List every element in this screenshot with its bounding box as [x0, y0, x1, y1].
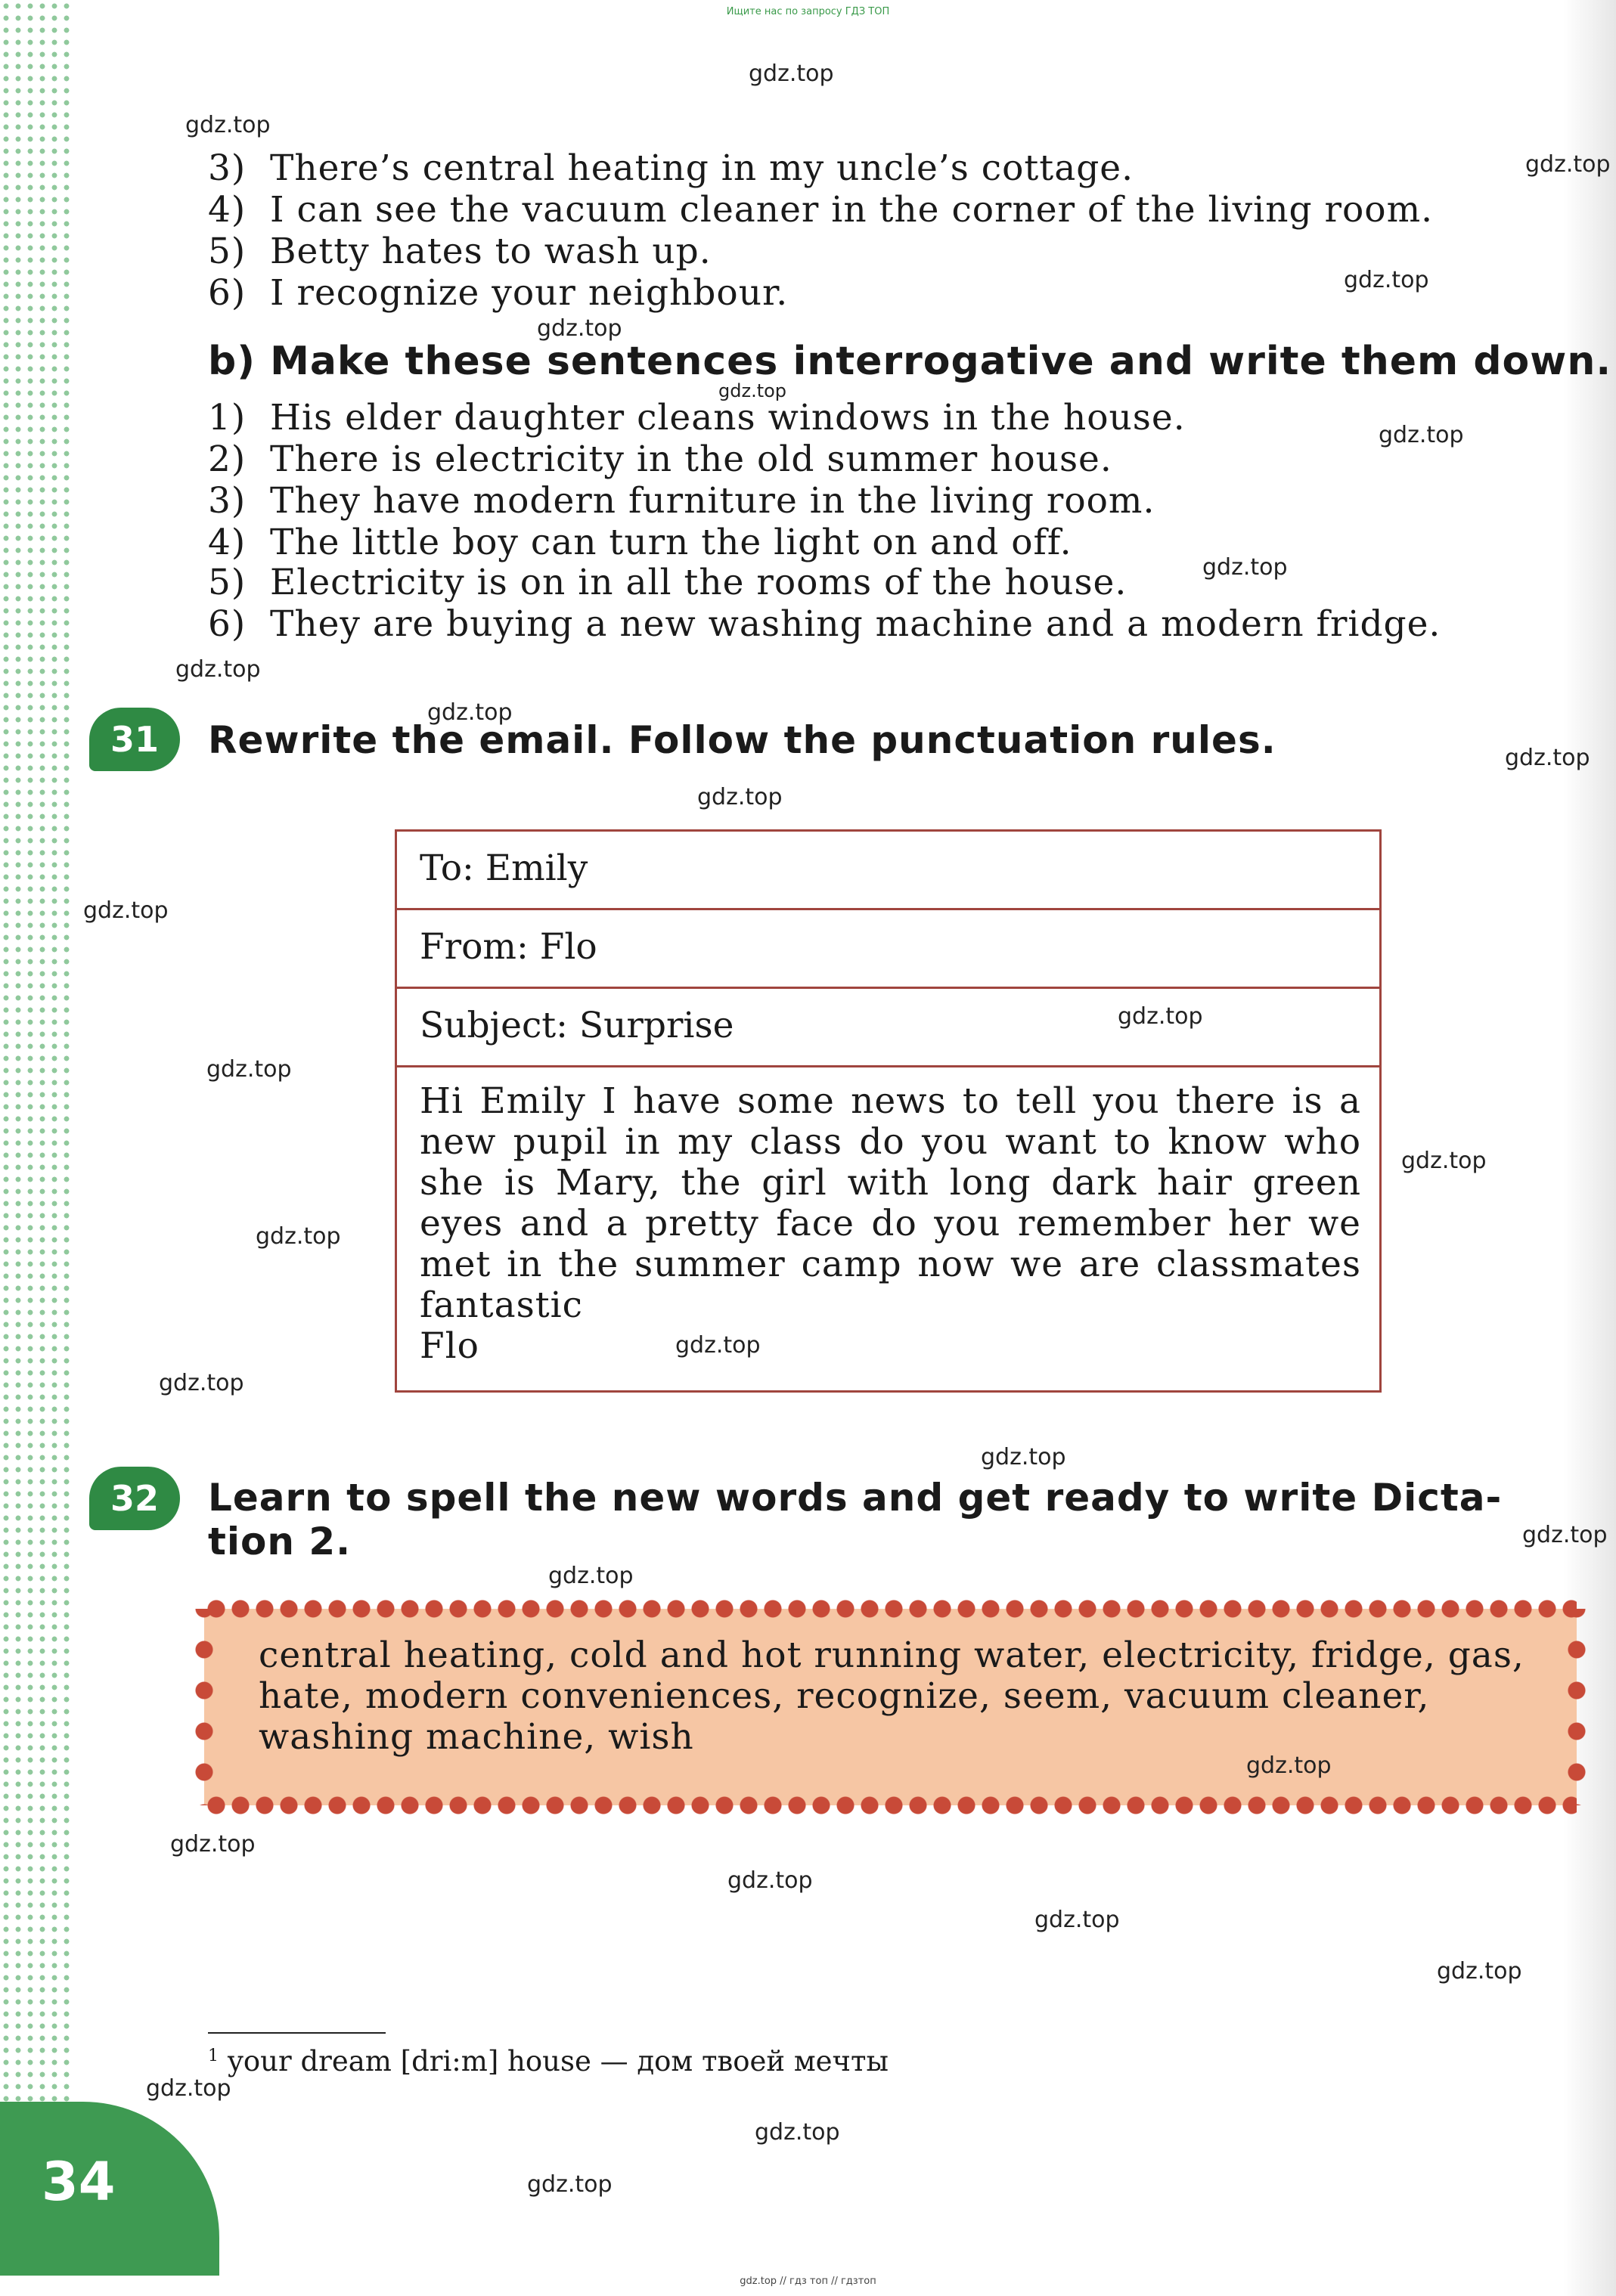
dot-border-bottom [204, 1796, 1577, 1815]
email-signature: Flo [420, 1325, 479, 1367]
page-number: 34 [42, 2151, 116, 2213]
watermark: gdz.top [1344, 267, 1429, 293]
email-box [395, 829, 1382, 1393]
email-body-text: Hi Emily I have some news to tell you there is a new pupil in my class do you want to know who she is Mary, the girl with long dark hair green eyes and a pretty face do you remember her we met in the summer camp now we are classmates fantastic [420, 1080, 1361, 1326]
part-a-line: 6) I recognize your neighbour. [208, 272, 789, 314]
watermark: gdz.top [1202, 554, 1288, 581]
part-b-line: 2) There is electricity in the old summer house. [208, 438, 1112, 480]
footnote-rule [208, 2032, 386, 2034]
dot-border-left [194, 1609, 214, 1805]
email-subject: Subject: Surprise [397, 989, 1379, 1067]
watermark: gdz.top [1246, 1752, 1332, 1779]
decorative-dot-strip [0, 0, 70, 2117]
watermark: gdz.top [427, 699, 513, 726]
task-32-heading-line1: Learn to spell the new words and get ready to write Dicta- [208, 1476, 1503, 1520]
dot-border-right [1567, 1609, 1587, 1805]
task-31-badge: 31 [89, 708, 180, 771]
watermark: gdz.top [1401, 1148, 1487, 1174]
watermark: gdz.top [146, 2075, 231, 2102]
watermark: gdz.top [185, 112, 271, 138]
watermark: gdz.top [1118, 1003, 1203, 1030]
bottom-banner: gdz.top // гдз топ // гдзтоп [740, 2276, 876, 2287]
part-b-line: 5) Electricity is on in all the rooms of the house. [208, 562, 1127, 603]
watermark: gdz.top [1525, 151, 1611, 178]
part-a-line: 5) Betty hates to wash up. [208, 231, 712, 272]
watermark: gdz.top [727, 1867, 813, 1894]
part-b-line: 4) The little boy can turn the light on and off. [208, 522, 1072, 563]
watermark: gdz.top [83, 897, 169, 924]
email-body [420, 1081, 1361, 1367]
watermark: gdz.top [170, 1831, 256, 1858]
footnote-text: your dream [dri:m] house — дом твоей мечты [228, 2045, 889, 2078]
watermark: gdz.top [548, 1563, 634, 1589]
watermark: gdz.top [749, 60, 834, 87]
watermark: gdz.top [1505, 745, 1590, 771]
watermark: gdz.top [675, 1332, 761, 1359]
watermark: gdz.top [1379, 422, 1464, 448]
part-a-line: 4) I can see the vacuum cleaner in the corner of the living room. [208, 189, 1434, 231]
vocabulary-words: central heating, cold and hot running water, electricity, fridge, gas, hate, modern conveniences, recognize, seem, vacuum cleaner, washing machine, wish [259, 1634, 1524, 1758]
top-banner: Ищите нас по запросу ГДЗ ТОП [726, 6, 890, 17]
watermark: gdz.top [159, 1370, 244, 1396]
watermark: gdz.top [206, 1056, 292, 1083]
task-32-badge: 32 [89, 1467, 180, 1530]
watermark: gdz.top [1034, 1907, 1120, 1933]
part-b-line: 1) His elder daughter cleans windows in the house. [208, 397, 1186, 438]
watermark: gdz.top [1437, 1958, 1522, 1985]
part-a-line: 3) There’s central heating in my uncle’s cottage. [208, 147, 1134, 189]
part-b-heading: b) Make these sentences interrogative and write them down. [208, 339, 1612, 384]
task-31-heading: Rewrite the email. Follow the punctuation rules. [208, 718, 1276, 762]
email-from: From: Flo [397, 910, 1379, 989]
watermark: gdz.top [755, 2119, 840, 2146]
vocabulary-box [204, 1609, 1577, 1805]
dot-border-top [204, 1599, 1577, 1619]
watermark: gdz.top [256, 1223, 341, 1250]
watermark: gdz.top [527, 2171, 613, 2198]
watermark: gdz.top [175, 656, 261, 683]
watermark: gdz.top [718, 380, 787, 401]
email-to: To: Emily [397, 832, 1379, 910]
watermark: gdz.top [981, 1444, 1066, 1470]
footnote-marker: 1 [208, 2046, 219, 2065]
part-b-line: 6) They are buying a new washing machine and a modern fridge. [208, 603, 1441, 645]
task-32-heading-line2: tion 2. [208, 1520, 352, 1563]
part-b-line: 3) They have modern furniture in the living room. [208, 480, 1155, 522]
watermark: gdz.top [697, 784, 783, 810]
watermark: gdz.top [537, 315, 622, 342]
footnote [208, 2045, 889, 2078]
watermark: gdz.top [1522, 1522, 1608, 1548]
